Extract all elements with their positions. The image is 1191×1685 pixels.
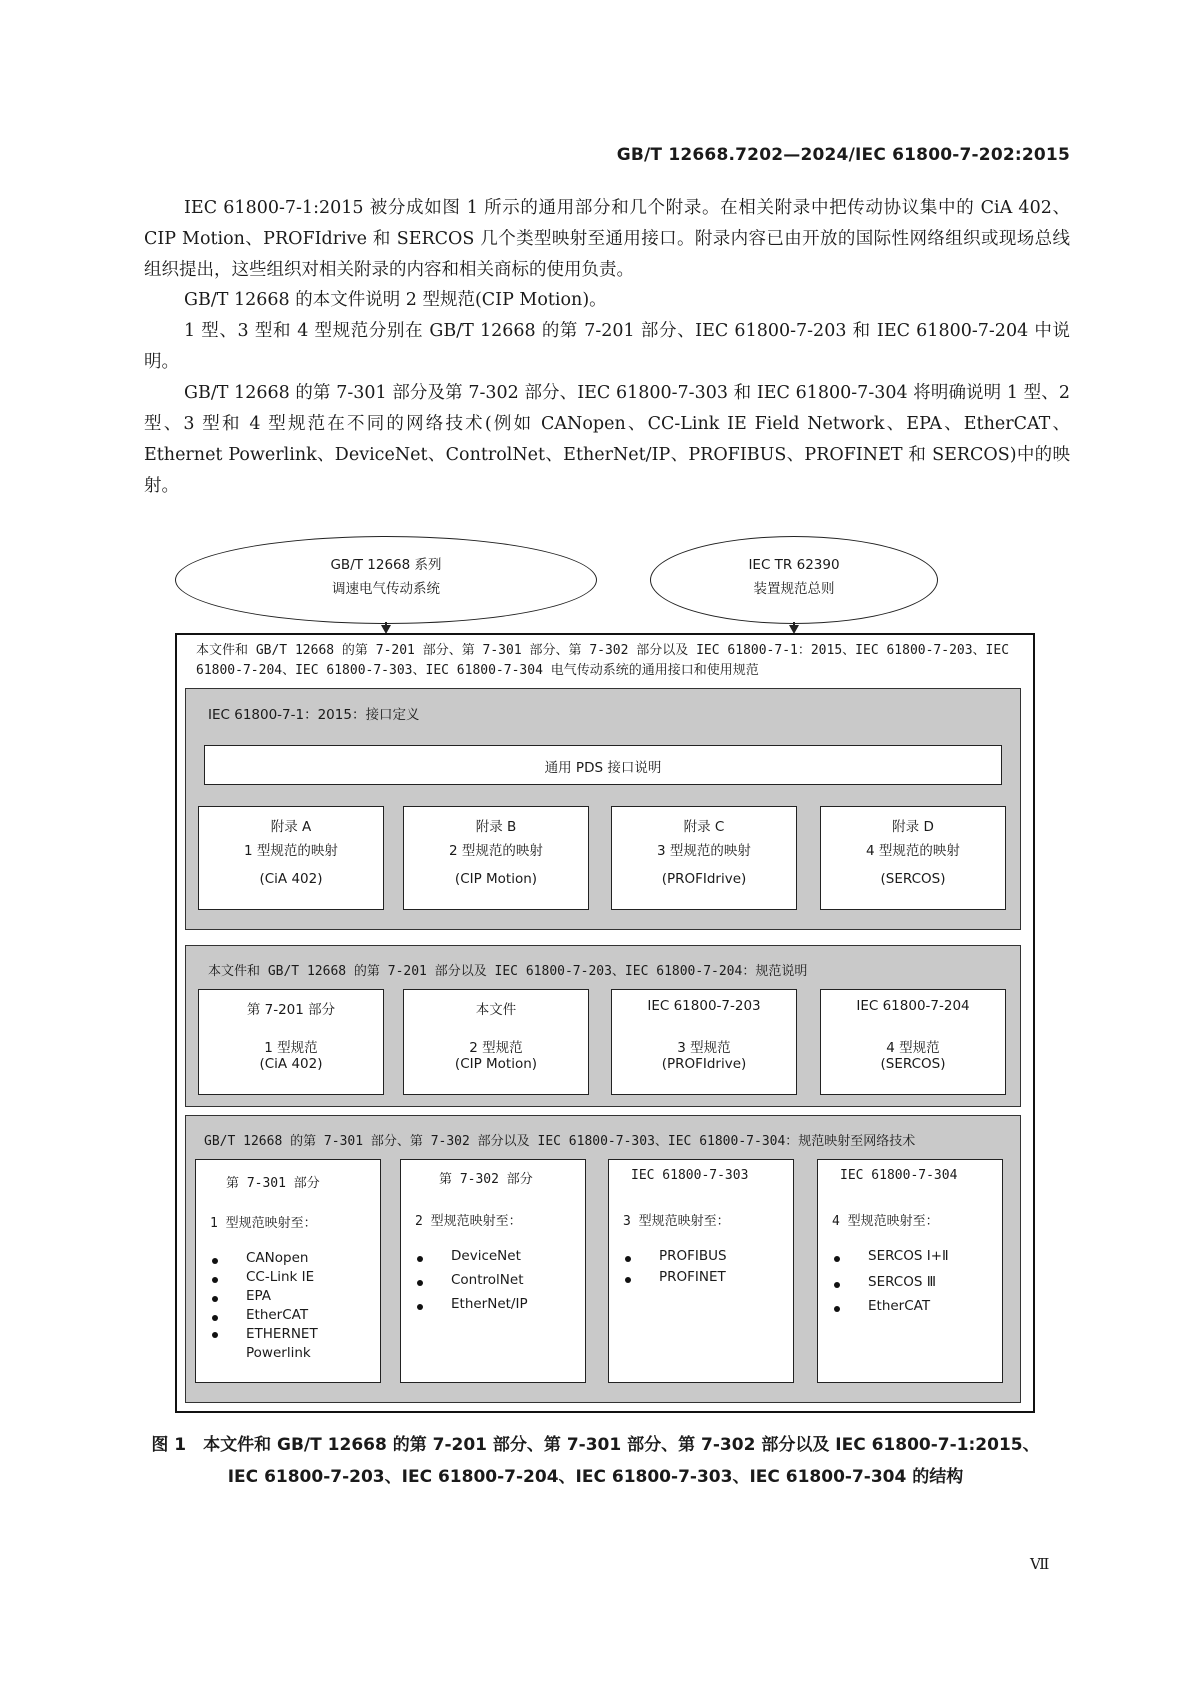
annex-a-profile: (CiA 402) xyxy=(259,871,323,887)
bullet-icon xyxy=(212,1277,218,1283)
ellipse-right-line2: 装置规范总则 xyxy=(753,581,835,597)
annex-a-title: 附录 A xyxy=(270,819,312,835)
iec-61800-7-203-line: 3 型规范 xyxy=(677,1040,731,1056)
bullet-icon xyxy=(212,1315,218,1321)
annex-d-box xyxy=(820,806,1006,910)
bullet-icon xyxy=(417,1280,423,1286)
figure-caption-line2: IEC 61800-7-203、IEC 61800-7-204、IEC 61800-7-303、IEC 61800-7-304 的结构 xyxy=(227,1467,964,1487)
net-item: ETHERNET xyxy=(246,1326,318,1342)
annex-b-profile: (CIP Motion) xyxy=(454,871,538,887)
annex-b-title: 附录 B xyxy=(475,819,517,835)
iec-61800-7-304-title: IEC 61800-7-304 xyxy=(840,1168,958,1183)
net-item: SERCOS Ⅰ+Ⅱ xyxy=(868,1248,949,1264)
part-7-201-line: 1 型规范 xyxy=(264,1040,318,1056)
bullet-icon xyxy=(417,1256,423,1262)
figure-outer-title: 本文件和 GB/T 12668 的第 7-201 部分、第 7-301 部分、第 7-302 部分以及 IEC 61800-7-1：2015、IEC 61800-7-203、IEC 61800-7-204、IEC 61800-7-303、IEC 61800-7-304 电气传动系统的通用接口和使用规范 xyxy=(196,643,1010,678)
net-item: EtherCAT xyxy=(246,1307,309,1323)
part-7-201-profile: (CiA 402) xyxy=(259,1056,323,1072)
this-document-box xyxy=(403,989,589,1095)
annex-b-line: 2 型规范的映射 xyxy=(449,843,543,859)
bullet-icon xyxy=(212,1258,218,1264)
part-7-201-box xyxy=(198,989,384,1095)
panel2-title: 本文件和 GB/T 12668 的第 7-201 部分以及 IEC 61800-7-203、IEC 61800-7-204：规范说明 xyxy=(208,964,808,979)
iec-61800-7-304-box xyxy=(817,1159,1003,1383)
pds-interface-label: 通用 PDS 接口说明 xyxy=(544,760,662,776)
net-item: ControlNet xyxy=(451,1272,524,1288)
ellipse-left-line2: 调速电气传动系统 xyxy=(332,581,440,597)
panel1-title: IEC 61800-7-1：2015：接口定义 xyxy=(208,707,420,723)
net-item: SERCOS Ⅲ xyxy=(868,1274,937,1290)
bullet-icon xyxy=(834,1306,840,1312)
page-number: Ⅶ xyxy=(1030,1555,1050,1573)
part-7-302-line: 2 型规范映射至： xyxy=(415,1214,522,1229)
paragraph-1: IEC 61800-7-1:2015 被分成如图 1 所示的通用部分和几个附录。在相关附录中把传动协议集中的 CiA 402、CIP Motion、PROFIdrive 和 SERCOS 几个类型映射至通用接口。附录内容已由开放的国际性网络组织或现场总线组织提出，这些组织对相关附录的内容和相关商标的使用负责。 xyxy=(144,198,1070,280)
net-item: CANopen xyxy=(246,1250,309,1266)
annex-c-line: 3 型规范的映射 xyxy=(657,843,751,859)
this-document-line: 2 型规范 xyxy=(469,1040,523,1056)
iec-61800-7-204-box xyxy=(820,989,1006,1095)
net-item: DeviceNet xyxy=(451,1248,521,1264)
annex-d-profile: (SERCOS) xyxy=(880,871,946,887)
bullet-icon xyxy=(625,1256,631,1262)
net-item: PROFINET xyxy=(659,1269,726,1285)
bullet-icon xyxy=(625,1277,631,1283)
part-7-201-title: 第 7-201 部分 xyxy=(246,1002,336,1018)
bullet-icon xyxy=(834,1256,840,1262)
net-item: EtherNet/IP xyxy=(451,1296,528,1312)
figure-caption-line1: 图 1 本文件和 GB/T 12668 的第 7-201 部分、第 7-301 部分、第 7-302 部分以及 IEC 61800-7-1:2015、 xyxy=(151,1435,1040,1455)
iec-61800-7-304-line: 4 型规范映射至： xyxy=(832,1214,939,1229)
pds-interface-box xyxy=(204,745,1002,785)
part-7-301-box xyxy=(195,1159,381,1383)
ellipse-iec-tr-62390 xyxy=(650,536,938,624)
annex-a-line: 1 型规范的映射 xyxy=(244,843,338,859)
net-item: EPA xyxy=(246,1288,272,1304)
iec-61800-7-303-title: IEC 61800-7-303 xyxy=(631,1168,749,1183)
paragraph-3: 1 型、3 型和 4 型规范分别在 GB/T 12668 的第 7-201 部分、IEC 61800-7-203 和 IEC 61800-7-204 中说明。 xyxy=(144,321,1070,372)
net-item: PROFIBUS xyxy=(659,1248,727,1264)
panel3-title: GB/T 12668 的第 7-301 部分、第 7-302 部分以及 IEC 61800-7-303、IEC 61800-7-304：规范映射至网络技术 xyxy=(204,1134,916,1149)
paragraph-2: GB/T 12668 的本文件说明 2 型规范(CIP Motion)。 xyxy=(184,290,607,310)
net-item-continuation: Powerlink xyxy=(246,1345,311,1361)
ellipse-gbt-12668 xyxy=(175,536,597,624)
annex-c-profile: (PROFIdrive) xyxy=(661,871,747,887)
annex-a-box xyxy=(198,806,384,910)
iec-61800-7-303-box xyxy=(608,1159,794,1383)
annex-c-title: 附录 C xyxy=(683,819,725,835)
annex-b-box xyxy=(403,806,589,910)
paragraph-4: GB/T 12668 的第 7-301 部分及第 7-302 部分、IEC 61800-7-303 和 IEC 61800-7-304 将明确说明 1 型、2 型、3 型和 4 型规范在不同的网络技术(例如 CANopen、CC-Link IE Field Network、EPA、EtherCAT、Ethernet Powerlink、DeviceNet、ControlNet、EtherNet/IP、PROFIBUS、PROFINET 和 SERCOS)中的映射。 xyxy=(144,383,1070,496)
iec-61800-7-204-profile: (SERCOS) xyxy=(880,1056,946,1072)
annex-d-title: 附录 D xyxy=(892,819,934,835)
document-header: GB/T 12668.7202—2024/IEC 61800-7-202:2015 xyxy=(616,145,1070,165)
iec-61800-7-204-line: 4 型规范 xyxy=(886,1040,940,1056)
ellipse-right-line1: IEC TR 62390 xyxy=(748,557,840,573)
ellipse-left-line1: GB/T 12668 系列 xyxy=(330,557,442,573)
iec-61800-7-204-title: IEC 61800-7-204 xyxy=(856,998,970,1014)
part-7-302-title: 第 7-302 部分 xyxy=(439,1172,533,1187)
bullet-icon xyxy=(212,1332,218,1338)
part-7-301-line: 1 型规范映射至： xyxy=(210,1216,317,1231)
part-7-302-box xyxy=(400,1159,586,1383)
iec-61800-7-303-line: 3 型规范映射至： xyxy=(623,1214,730,1229)
net-item: EtherCAT xyxy=(868,1298,931,1314)
part-7-301-title: 第 7-301 部分 xyxy=(226,1176,320,1191)
bullet-icon xyxy=(417,1304,423,1310)
annex-c-box xyxy=(611,806,797,910)
this-document-title: 本文件 xyxy=(475,1002,517,1018)
iec-61800-7-203-profile: (PROFIdrive) xyxy=(661,1056,747,1072)
annex-d-line: 4 型规范的映射 xyxy=(866,843,960,859)
iec-61800-7-203-box xyxy=(611,989,797,1095)
net-item: CC-Link IE xyxy=(246,1269,315,1285)
iec-61800-7-203-title: IEC 61800-7-203 xyxy=(647,998,761,1014)
this-document-profile: (CIP Motion) xyxy=(454,1056,538,1072)
bullet-icon xyxy=(212,1296,218,1302)
bullet-icon xyxy=(834,1282,840,1288)
